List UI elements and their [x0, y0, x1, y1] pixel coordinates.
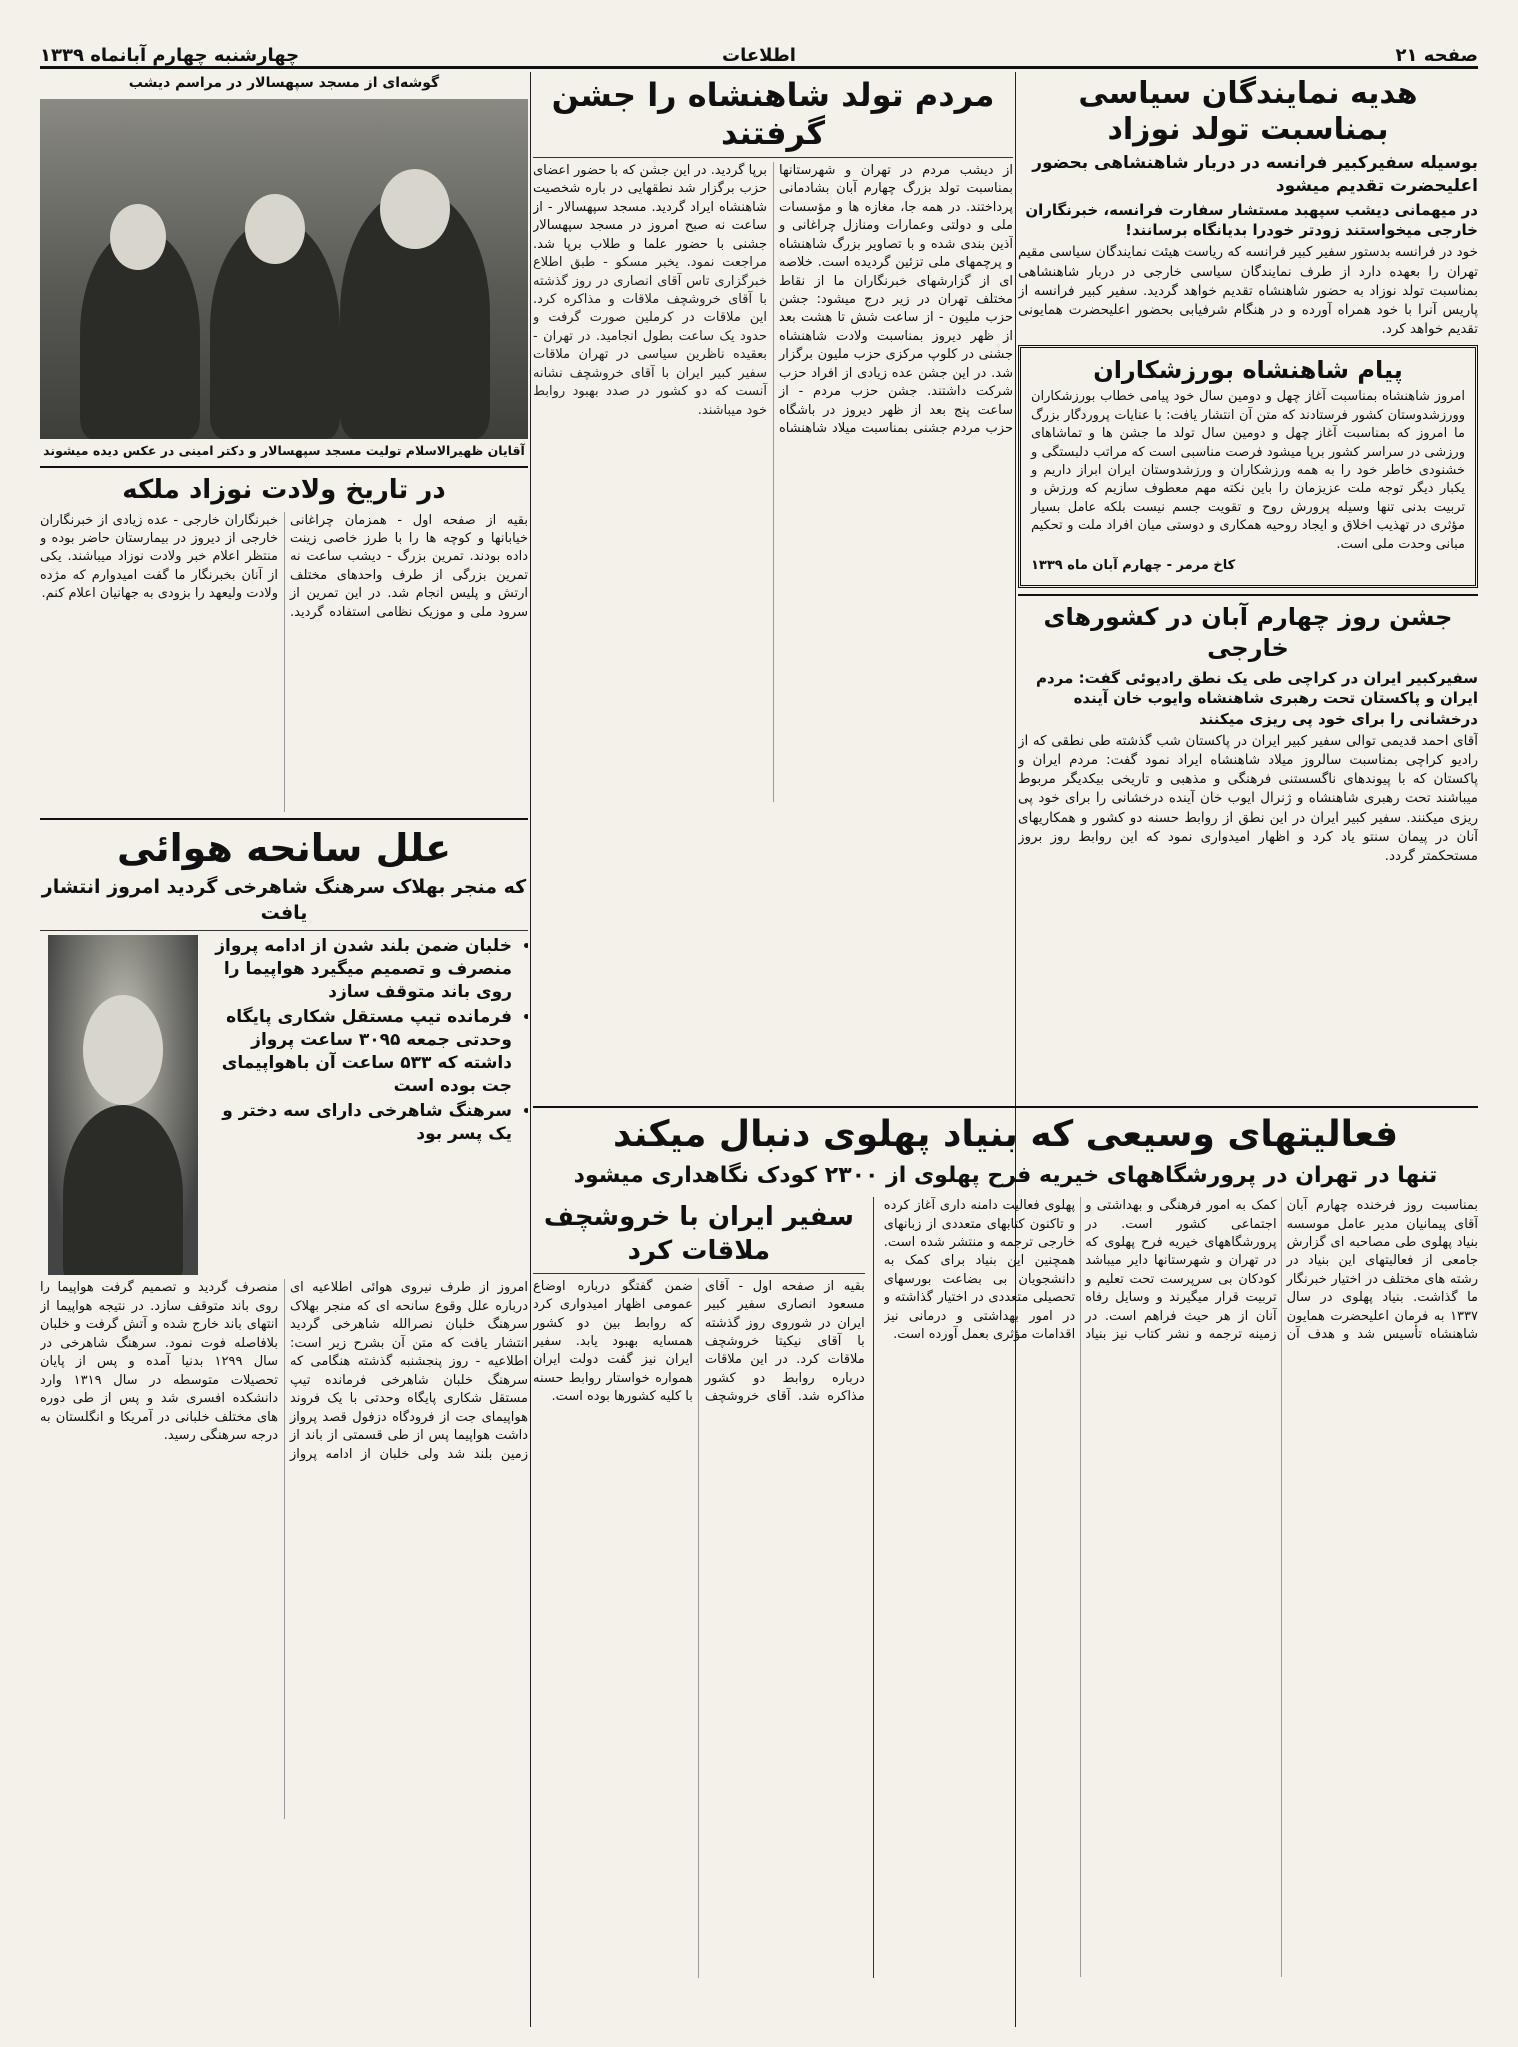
headline-foundation: فعالیتهای وسیعی که بنیاد پهلوی دنبال میکند	[612, 1114, 1399, 1155]
divider	[533, 1273, 865, 1274]
column-divider	[530, 72, 531, 2027]
face	[110, 204, 166, 270]
paper-name: اطلاعات	[722, 45, 796, 66]
page-header	[40, 38, 1478, 69]
crash-highlight: • فرمانده تیپ مستقل شکاری پایگاه وحدتی جمعه ۳۰۹۵ ساعت پرواز داشته که ۵۳۳ ساعت آن باهواپیمای جت بوده است	[40, 1006, 512, 1098]
article-celebration-text: از دیشب مردم در تهران و شهرستانها بمناسبت تولد بزرگ چهارم آبان بشادمانی پرداختند. در همه جا، مغازه ها و مؤسسات ملی و دولتی وعمارات ومنازل چراغانی و آذین بندی شده و با تصاویر بزرگ شاهنشاه و پرچمهای ملی تزئین گردیده است. خلاصه ای از گزارشهای خبرنگاران ما از نقاط مختلف تهران در زیر درج میشود: جشن حزب ملیون - از ساعت شش تا هشت بعد از ظهر دیروز بمناسبت ولادت شاهنشاه جشنی در کلوپ مرکزی حزب ملیون برگزار شد. در این جشن عده زیادی از افراد حزب شرکت داشتند. جشن حزب مردم - از ساعت پنج بعد از ظهر دیروز در باشگاه حزب مردم جشنی بمناسبت میلاد شاهنشاه برپا گردید. در این جشن که با حضور اعضای حزب برگزار شد نطقهایی در باره شخصیت شاهنشاه ایراد گردید. مسجد سپهسالار - از ساعت نه صبح امروز در مسجد سپهسالار جشنی با حضور علما و طلاب برپا شد.	[533, 162, 1013, 437]
portrait-shahrokhi-photo	[48, 935, 198, 1275]
face	[245, 194, 305, 264]
article-foundation-body	[884, 1197, 1478, 1977]
headline-birth: در تاریخ ولادت نوزاد ملکه	[122, 474, 446, 505]
headline-gift: هدیه نمایندگان سیاسی بمناسبت تولد نوزاد	[1078, 76, 1418, 147]
bullet-reception: در میهمانی دیشب سپهبد مستشار سفارت فرانسه، خبرنگاران خارجی میخواستند زودتر خودرا بدیانگاه برسانند!	[1025, 200, 1478, 240]
divider	[40, 466, 528, 468]
article-abroad-body: آقای احمد قدیمی توالی سفیر کبیر ایران در پاکستان شب گذشته طی نطقی که از رادیو کراچی بمناسبت سالروز میلاد شاهنشاه ایراد نمود گفت: مردم ایران و پاکستان که با پیوندهای ناگسستنی فرهنگی و مذهبی و تاریخی بیکدیگر مربوط میباشند تحت رهبری شاهنشاه و ژنرال ایوب خان آینده درخشانی را برای خود پی ریزی میکنند. سفیر کبیر ایران در این نطق از روابط حسنه دو کشور و همکاریهای آنان در پیمان سنتو یاد کرد و اظهار امیدواری نمود که این روابط روز بروز مستحکمتر گردد.	[1018, 732, 1478, 864]
article-khrushchev-body	[533, 1278, 865, 1978]
crash-highlight: • خلبان ضمن بلند شدن از ادامه پرواز منصرف و تصمیم میگیرد هواپیما را روی باند متوقف سازد	[40, 935, 512, 1004]
photo-caption: آقایان ظهیرالاسلام تولیت مسجد سپهسالار و دکتر امینی در عکس دیده میشوند	[43, 442, 525, 458]
article-gift-body: خود در فرانسه بدستور سفیر کبیر فرانسه که ریاست هیئت نمایندگان سیاسی مقیم تهران را بعهده دارد از طرف نمایندگان سیاسی خارجی در دربار شاهنشاهی بمناسبت تولد نوزاد به حضور شاهنشاه تقدیم خواهد گردید. سفیر کبیر فرانسه از پاریس آنرا با خود همراه آورده و در هنگام شرفیابی بحضور اعلیحضرت همایونی تقدیم خواهد کرد.	[1018, 244, 1478, 337]
face	[83, 995, 163, 1105]
figure-shoulders	[63, 1105, 183, 1275]
divider	[40, 930, 528, 931]
lower-section	[533, 1100, 1478, 1978]
subhead-foundation: تنها در تهران در پرورشگاههای خیریه فرح پهلوی از ۲۳۰۰ کودک نگاهداری میشود	[573, 1163, 1438, 1189]
article-celebration-body	[533, 162, 1013, 802]
photo-caption-top: گوشه‌ای از مسجد سپهسالار در مراسم دیشب	[128, 75, 440, 91]
column-left	[40, 72, 528, 2027]
article-birth-text: بقیه از صفحه اول - همزمان چراغانی خیابانها و کوچه ها را با طرز خاصی زینت داده بودند. تمرین بزرگ - دیشب ساعت نه تمرین بزرگی از طرف واحدهای مختلف ارتش و پلیس انجام شد. در این تمرین از سرود ملی و موزیک نظامی استفاده گردید. خبرنگاران خارجی - عده زیادی از خبرنگاران خارجی از دیروز در بیمارستان حاضر بوده و منتظر اعلام خبر ولادت نوزاد میباشند. یکی از آنان بخبرنگار ما گفت امیدوارم که مژده ولادت ولیعهد را بزودی به جهانیان اعلام کنم.	[40, 512, 528, 620]
message-box-title: پیام شاهنشاه بورزشکاران	[1093, 356, 1403, 385]
article-foundation-text: بمناسبت روز فرخنده چهارم آبان آقای پیمانیان مدیر عامل موسسه بنیاد پهلوی طی مصاحبه ای گزارش جامعی از فعالیتهای این بنیاد در رشته های مختلف در اختیار خبرنگار ما گذاشت. بنیاد پهلوی در سال ۱۳۳۷ به فرمان اعلیحضرت همایون شاهنشاه تأسیس شد و هدف آن کمک به امور فرهنگی و بهداشتی و اجتماعی کشور است. در پرورشگاههای خیریه فرح پهلوی که در تهران و شهرستانها دایر میباشد کودکان بی سرپرست تحت تعلیم و تربیت قرار میگیرند و وسایل رفاه آنان از هر حیث فراهم است. در زمینه ترجمه و نشر کتاب نیز بنیاد پهلوی فعالیت دامنه داری آغاز کرده و تاکنون کتابهای متعددی از زبانهای خارجی ترجمه و منتشر شده است. همچنین این بنیاد برای کمک به دانشجویان بی بضاعت بورسهای تحصیلی متعددی در اختیار گذاشته و در امور بهداشتی و درمانی نیز اقدامات مؤثری بعمل آورده است.	[883, 1198, 1478, 1343]
lower-columns	[533, 1197, 1478, 1978]
page-number: صفحه ۲۱	[1395, 45, 1478, 66]
article-birth-body	[40, 512, 528, 812]
headline-khrushchev: سفیر ایران با خروشچف ملاقات کرد	[543, 1202, 854, 1266]
message-box-body: امروز شاهنشاه بمناسبت آغاز چهل و دومین سال خود پیامی خطاب بورزشکاران وورزشدوستان کشور فرستادند که متن آن انتشار یافت: با عنایات پروردگار بزرگ ما امروز که بمناسبت آغاز چهل و دومین سال تولد ما جشن ها و تماشاهای ورزشی در سراسر کشور برپا میشود فرصت مناسبی است که مراتب دلبستگی و خشنودی خاطر خود را به همه ورزشکاران و ورزشدوستان ایران ابراز داریم و یکبار دیگر توجه ملت عزیزمان را باین نکته مهم معطوف سازیم که ورزش و تربیت بدنی تنها وسیله پرورش روح و تقویت جسم نیست بلکه عامل بسیار مؤثری در تهذیب اخلاق و ایجاد روحیه همکاری و دوستی میان افراد ملت و تحکیم مبانی وحدت ملی است.	[1031, 389, 1465, 552]
crash-highlight: • سرهنگ شاهرخی دارای سه دختر و یک پسر بود	[40, 1100, 512, 1146]
divider	[1018, 594, 1478, 596]
subhead-gift: بوسیله سفیرکبیر فرانسه در دربار شاهنشاهی بحضور اعلیحضرت تقدیم میشود	[1032, 153, 1478, 196]
khrushchev-block	[533, 1197, 874, 1978]
message-box	[1018, 345, 1478, 588]
subhead-crash: که منجر بهلاک سرهنگ شاهرخی گردید امروز انتشار یافت	[41, 876, 527, 924]
divider	[533, 1106, 1478, 1108]
headline-celebration: مردم تولد شاهنشاه را جشن گرفتند	[551, 76, 995, 153]
divider	[533, 157, 1013, 158]
issue-date: چهارشنبه چهارم آبانماه ۱۳۳۹	[40, 45, 300, 66]
headline-crash: علل سانحه هوائی	[116, 825, 452, 870]
mosque-ceremony-photo	[40, 99, 528, 439]
message-box-sign: کاخ مرمر - چهارم آبان ماه ۱۳۳۹	[1031, 558, 1236, 574]
article-khrushchev-text: بقیه از صفحه اول - آقای مسعود انصاری سفیر کبیر ایران در شوروی روز گذشته با آقای نیکیتا خروشچف ملاقات کرد. در این ملاقات درباره روابط دو کشور مذاکره شد. آقای خروشچف ضمن گفتگو درباره اوضاع عمومی اظهار امیدواری کرد که روابط بین دو کشور همسایه بهبود یابد. سفیر ایران نیز گفت دولت ایران همواره خواستار روابط حسنه با کلیه کشورها بوده است.	[533, 1278, 865, 1405]
subhead-abroad: سفیرکبیر ایران در کراچی طی یک نطق رادیوئی گفت: مردم ایران و پاکستان تحت رهبری شاهنشاه وایوب خان آینده درخشانی را برای خود پی ریزی میکنند	[1036, 669, 1478, 728]
divider	[40, 818, 528, 820]
headline-abroad: جشن روز چهارم آبان در کشورهای خارجی	[1043, 602, 1453, 662]
article-crash-body	[40, 1279, 528, 1819]
article-celebration-text-2: مراجعت نمود. یخبر مسکو - طبق اطلاع خبرگزاری تاس آقای انصاری در روز گذشته با آقای خروشچف ملاقات و مذاکره کرد. این ملاقات در کرملین صورت گرفت و حدود یک ساعت بطول انجامید. در تهران - بعقیده ناظرین سیاسی در تهران ملاقات سفیر کبیر ایران با آقای خروشچف نشانه آنست که دو کشور در صدد بهبود روابط خود میباشند.	[533, 255, 767, 418]
article-crash-text: امروز از طرف نیروی هوائی اطلاعیه ای درباره علل وقوع سانحه ای که منجر بهلاک سرهنگ خلبان نصرالله شاهرخی گردید انتشار یافت که متن آن بشرح زیر است: اطلاعیه - روز پنجشنبه گذشته هنگامی که سرهنگ خلبان شاهرخی فرمانده تیپ مستقل شکاری پایگاه وحدتی با یک فروند هواپیمای جت از فرودگاه دزفول قصد پرواز داشت هواپیما پس از طی قسمتی از باند از زمین بلند شد ولی خلبان از ادامه پرواز منصرف گردید و تصمیم گرفت هواپیما را روی باند متوقف سازد. در نتیجه هواپیما از انتهای باند خارج شده و آتش گرفت و خلبان بلافاصله فوت نمود. سرهنگ شاهرخی در سال ۱۲۹۹ بدنیا آمده و پس از پایان تحصیلات متوسطه در سال ۱۳۱۹ وارد دانشکده افسری شد و پس از طی دوره های مختلف خلبانی در آمریکا و انگلستان به درجه سرهنگی رسید.	[40, 1280, 528, 1462]
face	[380, 169, 450, 249]
